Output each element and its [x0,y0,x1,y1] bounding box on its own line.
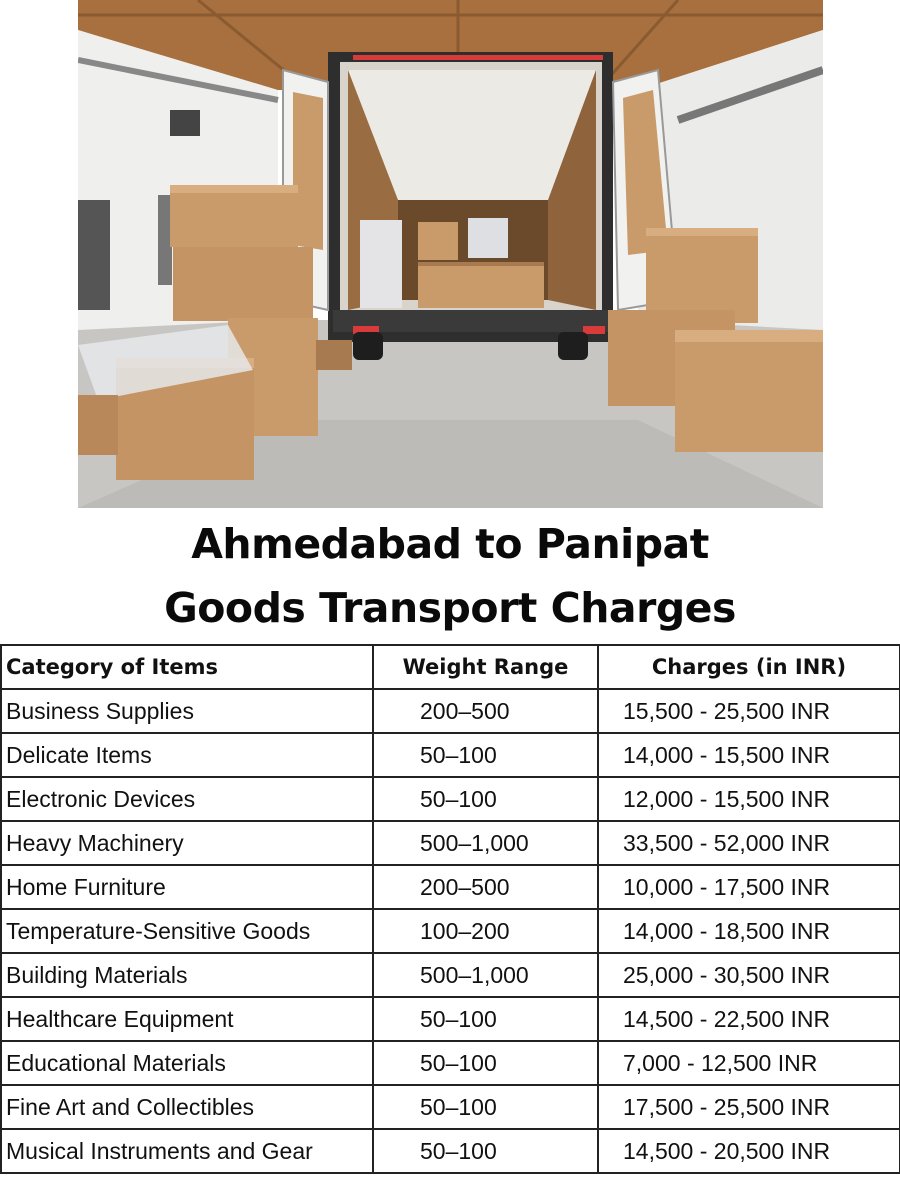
cell-charges: 14,500 - 22,500 INR [598,997,900,1041]
cell-category: Business Supplies [1,689,373,733]
table-row [1,689,900,733]
cell-weight: 500–1,000 [373,821,598,865]
cell-charges: 17,500 - 25,500 INR [598,1085,900,1129]
cell-charges: 14,000 - 18,500 INR [598,909,900,953]
cell-charges: 14,500 - 20,500 INR [598,1129,900,1173]
cell-category: Home Furniture [1,865,373,909]
table-row [1,1085,900,1129]
header-category: Category of Items [1,645,373,689]
cell-category: Healthcare Equipment [1,997,373,1041]
cell-weight: 50–100 [373,1085,598,1129]
cell-category: Electronic Devices [1,777,373,821]
cell-weight: 500–1,000 [373,953,598,997]
cell-category: Educational Materials [1,1041,373,1085]
cell-weight: 200–500 [373,689,598,733]
page-title [0,512,900,640]
title-line-2: Goods Transport Charges [164,584,736,632]
cell-charges: 10,000 - 17,500 INR [598,865,900,909]
cell-category: Heavy Machinery [1,821,373,865]
table-header-row [1,645,900,689]
header-charges: Charges (in INR) [598,645,900,689]
cell-charges: 15,500 - 25,500 INR [598,689,900,733]
cell-category: Temperature-Sensitive Goods [1,909,373,953]
cell-charges: 12,000 - 15,500 INR [598,777,900,821]
cell-weight: 50–100 [373,1129,598,1173]
cell-weight: 200–500 [373,865,598,909]
cell-charges: 33,500 - 52,000 INR [598,821,900,865]
cell-category: Fine Art and Collectibles [1,1085,373,1129]
table-row [1,997,900,1041]
cell-weight: 50–100 [373,1041,598,1085]
table-row [1,777,900,821]
cell-charges: 25,000 - 30,500 INR [598,953,900,997]
table-row [1,821,900,865]
table-row [1,1041,900,1085]
cell-weight: 50–100 [373,997,598,1041]
charges-table-wrapper [0,644,900,1200]
cell-charges: 7,000 - 12,500 INR [598,1041,900,1085]
table-row [1,733,900,777]
cell-weight: 50–100 [373,777,598,821]
cell-category: Building Materials [1,953,373,997]
cell-weight: 50–100 [373,733,598,777]
table-row [1,909,900,953]
charges-table [0,644,900,1174]
hero-photo [78,0,823,508]
header-weight: Weight Range [373,645,598,689]
cell-category: Musical Instruments and Gear [1,1129,373,1173]
cell-category: Delicate Items [1,733,373,777]
cell-charges: 14,000 - 15,500 INR [598,733,900,777]
cell-weight: 100–200 [373,909,598,953]
title-line-1: Ahmedabad to Panipat [191,520,709,568]
table-row [1,1129,900,1173]
table-row [1,953,900,997]
table-row [1,865,900,909]
